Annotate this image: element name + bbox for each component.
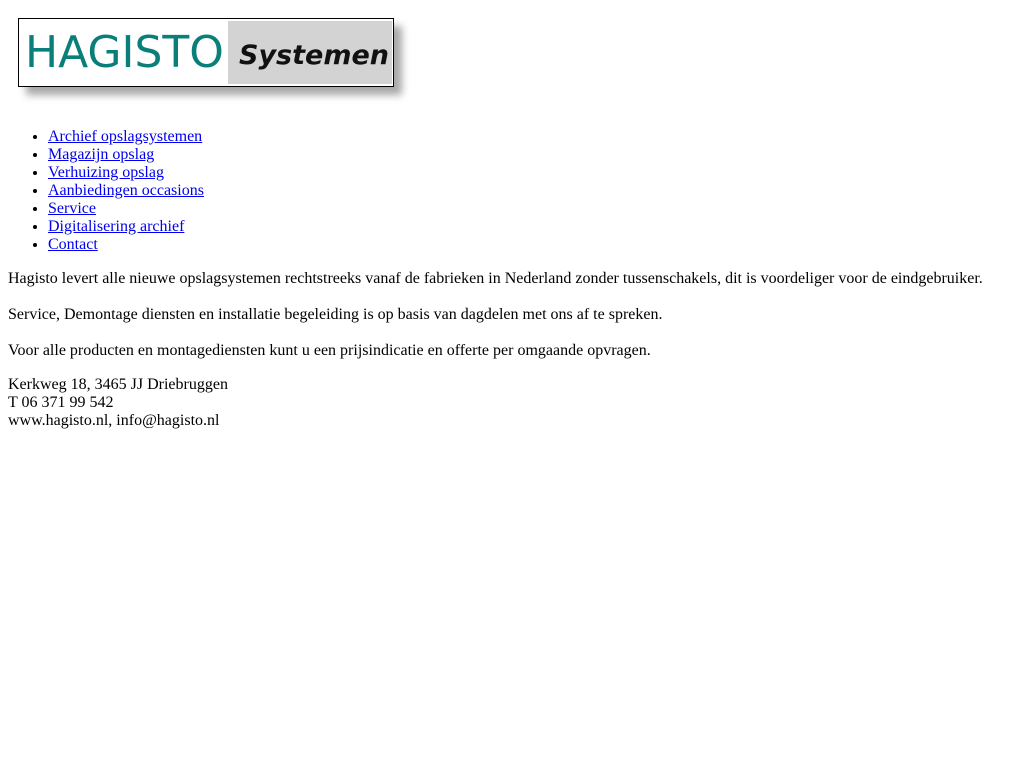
main-navigation <box>8 128 204 254</box>
nav-link-service[interactable]: Service <box>48 200 96 217</box>
contact-phone: T 06 371 99 542 <box>8 394 114 411</box>
nav-link-verhuizing-opslag[interactable]: Verhuizing opslag <box>48 164 164 181</box>
nav-link-contact[interactable]: Contact <box>48 236 98 253</box>
contact-web-email: www.hagisto.nl, info@hagisto.nl <box>8 412 220 429</box>
intro-paragraph-suppliers: Hagisto levert alle nieuwe opslagsystemen rechtstreeks vanaf de fabrieken in Nederland zonder tussenschakels, dit is voordeliger voor de eindgebruiker. <box>8 270 983 287</box>
nav-link-aanbiedingen-occasions[interactable]: Aanbiedingen occasions <box>48 182 204 199</box>
nav-link-magazijn-opslag[interactable]: Magazijn opslag <box>48 146 155 163</box>
contact-details <box>8 376 228 430</box>
nav-item-verhuizing <box>48 164 204 182</box>
nav-item-archief <box>48 128 204 146</box>
logo-left-panel <box>19 19 227 86</box>
nav-item-aanbiedingen <box>48 182 204 200</box>
nav-item-magazijn <box>48 146 204 164</box>
intro-paragraph-services: Service, Demontage diensten en installatie begeleiding is op basis van dagdelen met ons af te spreken. <box>8 306 663 323</box>
intro-paragraph-quotes: Voor alle producten en montagediensten kunt u een prijsindicatie en offerte per omgaande opvragen. <box>8 342 651 359</box>
nav-item-digitalisering <box>48 218 204 236</box>
logo-right-panel <box>228 21 392 84</box>
nav-link-archief-opslagsystemen[interactable]: Archief opslagsystemen <box>48 128 203 145</box>
nav-item-service <box>48 200 204 218</box>
nav-link-digitalisering-archief[interactable]: Digitalisering archief <box>48 218 185 235</box>
logo-left-text: HAGISTO <box>25 27 224 78</box>
contact-address: Kerkweg 18, 3465 JJ Driebruggen <box>8 376 228 393</box>
logo-frame <box>18 18 394 87</box>
logo-right-text: Systemen <box>239 40 390 71</box>
intro-text <box>8 270 1016 378</box>
nav-item-contact <box>48 236 204 254</box>
site-logo <box>18 18 394 87</box>
